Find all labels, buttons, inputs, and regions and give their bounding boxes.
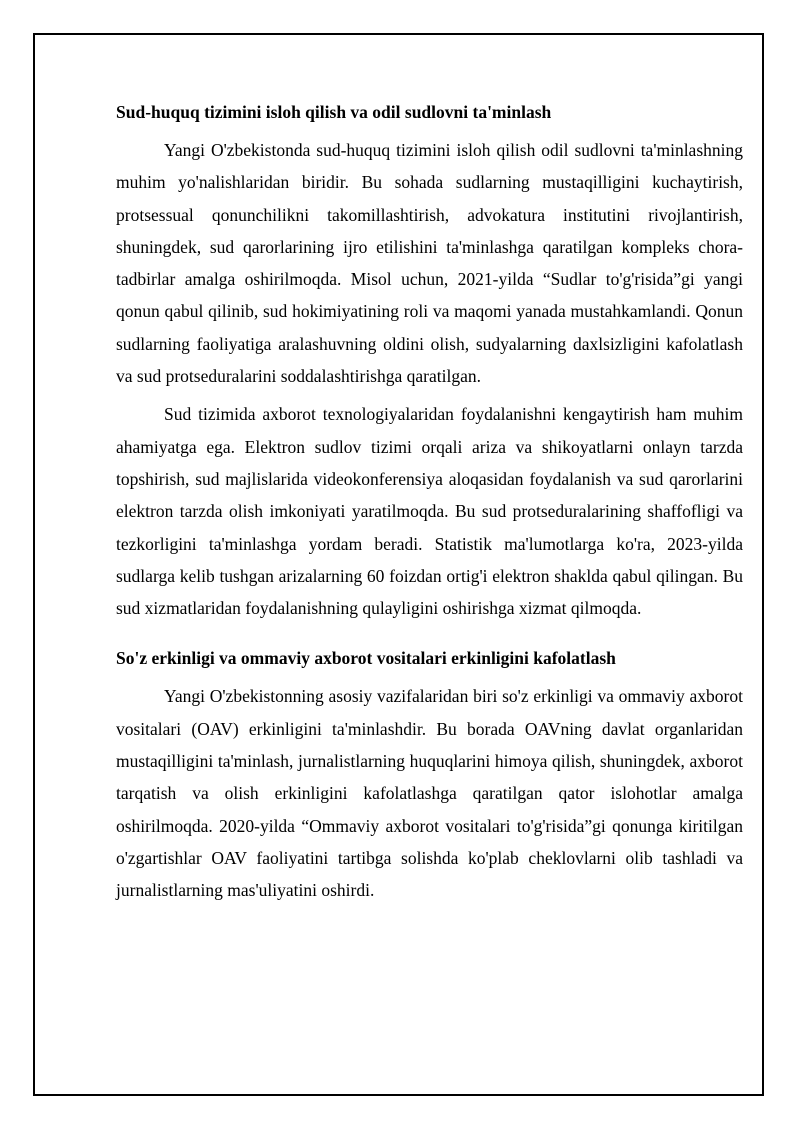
section-heading-judicial-reform: Sud-huquq tizimini isloh qilish va odil sudlovni ta'minlash: [116, 102, 552, 122]
paragraph: Yangi O'zbekistonda sud-huquq tizimini isloh qilish odil sudlovni ta'minlashning muhim yo'nalishlaridan biridir. Bu sohada sudlarning mustaqilligini kuchaytirish, protsessual qonunchilikni takomillashtirish, advokatura institutini rivojlantirish, shuningdek, sud qarorlarining ijro etilishini ta'minlashga qaratilgan kompleks chora-tadbirlar amalga oshirilmoqda. Misol uchun, 2021-yilda “Sudlar to'g'risida”gi yangi qonun qabul qilinib, sud hokimiyatining roli va maqomi yanada mustahkamlandi. Qonun sudlarning faoliyatiga aralashuvning oldini olish, sudyalarning daxlsizligini kafolatlash va sud protseduralarini soddalashtirishga qaratilgan.: [116, 140, 743, 387]
section-heading-freedom-of-speech: So'z erkinligi va ommaviy axborot vositalari erkinligini kafolatlash: [116, 648, 616, 669]
document-body: [116, 96, 743, 907]
paragraph: Yangi O'zbekistonning asosiy vazifalaridan biri so'z erkinligi va ommaviy axborot vositalari (OAV) erkinligini ta'minlashdir. Bu borada OAVning davlat organlaridan mustaqilligini ta'minlash, jurnalistlarning huquqlarini himoya qilish, shuningdek, axborot tarqatish va olish erkinligini kafolatlashga qaratilgan qator islohotlar amalga oshirilmoqda. 2020-yilda “Ommaviy axborot vositalari to'g'risida”gi qonunga kiritilgan o'zgartishlar OAV faoliyatini tartibga solishda ko'plab cheklovlarni olib tashladi va jurnalistlarning mas'uliyatini oshirdi.: [116, 686, 743, 901]
paragraph: Sud tizimida axborot texnologiyalaridan foydalanishni kengaytirish ham muhim ahamiyatga ega. Elektron sudlov tizimi orqali ariza va shikoyatlarni onlayn tarzda topshirish, sud majlislarida videokonferensiya aloqasidan foydalanish va sud qarorlarini elektron tarzda olish imkoniyati yaratilmoqda. Bu sud protseduralarining shaffofligi va tezkorligini ta'minlashga yordam beradi. Statistik ma'lumotlarga ko'ra, 2023-yilda sudlarga kelib tushgan arizalarning 60 foizdan ortig'i elektron shaklda qabul qilingan. Bu sud xizmatlaridan foydalanishning qulayligini oshirishga xizmat qilmoqda.: [116, 404, 743, 619]
